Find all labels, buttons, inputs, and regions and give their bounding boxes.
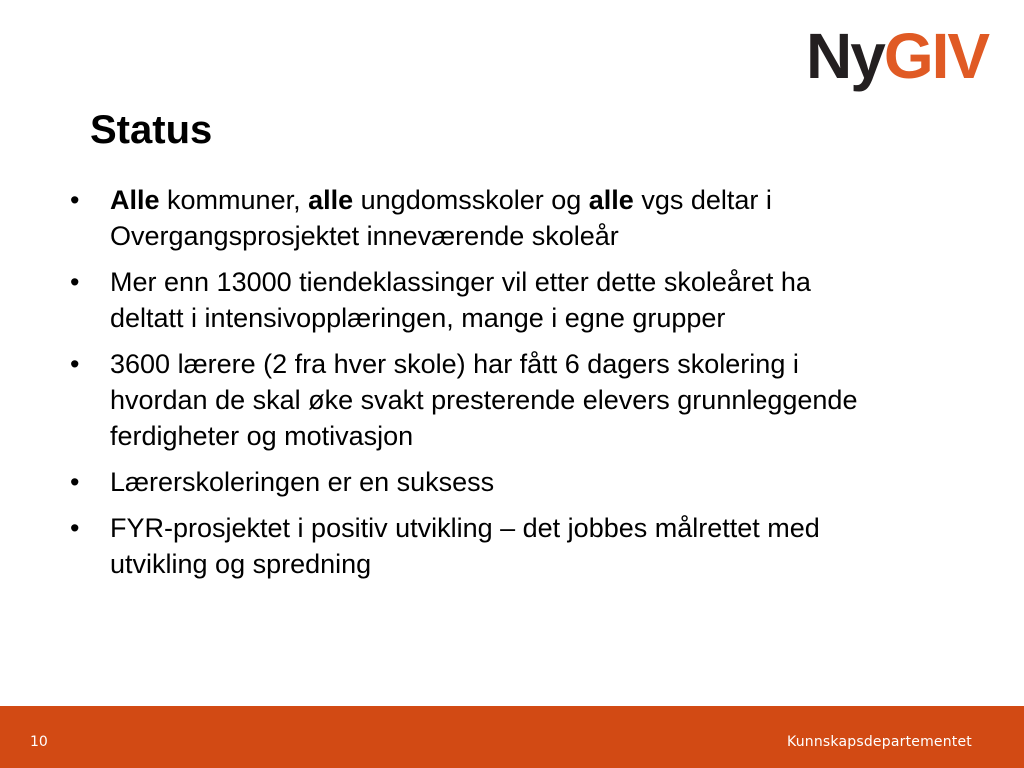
bullet-text: Alle kommuner, alle ungdomsskoler og alle vgs deltar i Overgangsprosjektet inneværende skoleår <box>110 185 772 251</box>
page-number: 10 <box>30 734 48 750</box>
nygiv-logo <box>806 20 1006 100</box>
department-name: Kunnskapsdepartementet <box>787 734 972 750</box>
bullet-icon: • <box>70 349 80 379</box>
bullet-text: 3600 lærere (2 fra hver skole) har fått 6 dagers skolering i hvordan de skal øke svakt presterende elevers grunnleggende ferdigheter og motivasjon <box>110 349 858 451</box>
bullet-icon: • <box>70 467 80 497</box>
bullet-icon: • <box>70 513 80 543</box>
bullet-item <box>70 346 890 454</box>
bullet-item <box>70 510 890 582</box>
slide-title: Status <box>90 108 213 152</box>
bullet-text: Lærerskoleringen er en suksess <box>110 467 495 497</box>
bullet-text: FYR-prosjektet i positiv utvikling – det jobbes målrettet med utvikling og spredning <box>110 513 820 579</box>
bullet-item <box>70 464 890 500</box>
bullet-text: Mer enn 13000 tiendeklassinger vil etter dette skoleåret ha deltatt i intensivopplæringen, mange i egne grupper <box>110 267 811 333</box>
bullet-item <box>70 264 890 336</box>
bullet-icon: • <box>70 267 80 297</box>
bullet-item <box>70 182 890 254</box>
bullet-icon: • <box>70 185 80 215</box>
logo-text-giv: GIV <box>883 20 989 92</box>
logo-text-ny: Ny <box>806 20 884 92</box>
bullet-list <box>70 182 890 592</box>
footer-bar <box>0 706 1024 768</box>
